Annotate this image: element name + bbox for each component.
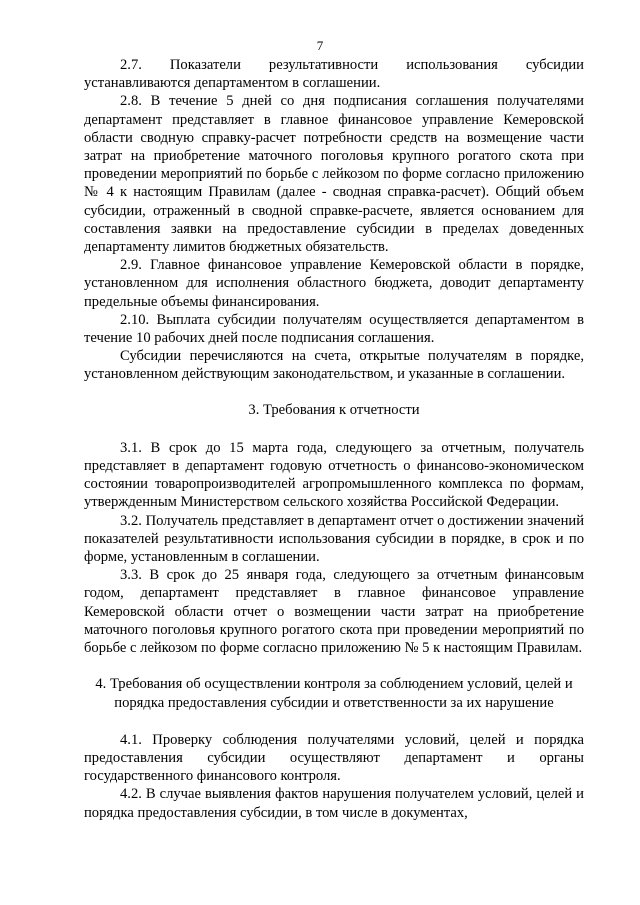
paragraph-2-10: 2.10. Выплата субсидии получателям осуществляется департаментом в течение 10 рабочих дней после подписания соглашения.	[84, 311, 584, 347]
paragraph-subsidy-transfer: Субсидии перечисляются на счета, открытые получателям в порядке, установленном действующим законодательством, и указанные в соглашении.	[84, 348, 584, 383]
section-4-heading-line-1: 4. Требования об осуществлении контроля за соблюдением условий, целей и	[95, 676, 573, 693]
page-number: 7	[316, 38, 324, 53]
paragraph-3-2: 3.2. Получатель представляет в департамент отчет о достижении значений показателей результативности использования субсидии в порядке, в срок и по форме, установленным в соглашении.	[84, 512, 584, 566]
paragraph-2-8: 2.8. В течение 5 дней со дня подписания соглашения получателями департамент представляет в главное финансовое управление Кемеровской области сводную справку-расчет потребности средств на возмещение части затрат на приобретение маточного поголовья крупного рогатого скота при проведении мероприятий по борьбе с лейкозом по форме согласно приложению № 4 к настоящим Правилам (далее - сводная справка-расчет). Общий объем субсидии, отраженный в сводной справке-расчете, является основанием для составления заявки на предоставление субсидии в пределах доведенных департаменту лимитов бюджетных обязательств.	[84, 93, 584, 256]
paragraph-2-9: 2.9. Главное финансовое управление Кемеровской области в порядке, установленном для исполнения областного бюджета, доводит департаменту предельные объемы финансирования.	[84, 257, 584, 310]
section-3-body	[84, 439, 584, 657]
section-4-heading-line-2: порядка предоставления субсидии и ответственности за их нарушение	[114, 694, 554, 711]
document-body	[84, 56, 584, 822]
paragraph-3-1: 3.1. В срок до 15 марта года, следующего за отчетным, получатель представляет в департамент годовую отчетность о финансово-экономическом состоянии товаропроизводителей агропромышленного комплекса по формам, утвержденным Министерством сельского хозяйства Российской Федерации.	[84, 439, 584, 511]
paragraph-3-3: 3.3. В срок до 25 января года, следующего за отчетным финансовым годом, департамент представляет в главное финансовое управление Кемеровской области отчет о возмещении части затрат на приобретение маточного поголовья крупного рогатого скота при проведении мероприятий по борьбе с лейкозом по форме согласно приложению № 5 к настоящим Правилам.	[84, 567, 584, 657]
section-3-heading: 3. Требования к отчетности	[248, 401, 420, 418]
section-4-body	[84, 731, 584, 822]
paragraph-4-1: 4.1. Проверку соблюдения получателями условий, целей и порядка предоставления субсидии осуществляют департамент и органы государственного финансового контроля.	[84, 731, 584, 785]
paragraph-2-7: 2.7. Показатели результативности использования субсидии устанавливаются департаментом в соглашении.	[84, 57, 584, 92]
section-4-heading	[84, 675, 584, 711]
paragraph-4-2: 4.2. В случае выявления фактов нарушения получателем условий, целей и порядка предоставления субсидии, в том числе в документах,	[84, 786, 584, 821]
